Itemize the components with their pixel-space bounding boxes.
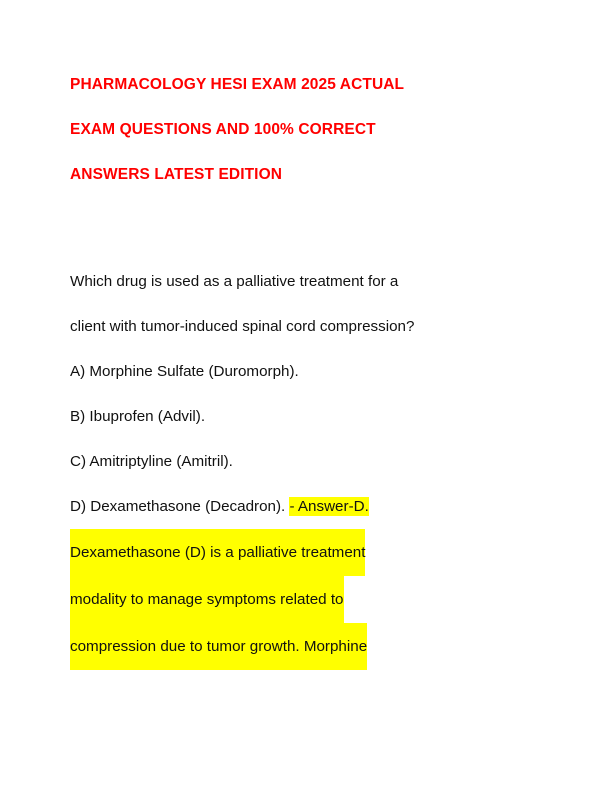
title-body-spacer bbox=[70, 197, 542, 259]
question-stem-line-2: client with tumor-induced spinal cord compression? bbox=[70, 318, 415, 335]
title-line-3: ANSWERS LATEST EDITION bbox=[70, 166, 283, 183]
rationale-text-2: modality to manage symptoms related to bbox=[70, 576, 344, 623]
option-a: A) Morphine Sulfate (Duromorph). bbox=[70, 363, 299, 380]
rationale-text-1: Dexamethasone (D) is a palliative treatment bbox=[70, 529, 365, 576]
rationale-line-2 bbox=[70, 576, 542, 623]
option-b: B) Ibuprofen (Advil). bbox=[70, 408, 206, 425]
rationale-line-3 bbox=[70, 623, 542, 670]
rationale-text-3: compression due to tumor growth. Morphine bbox=[70, 623, 367, 670]
title-line-2: EXAM QUESTIONS AND 100% CORRECT bbox=[70, 121, 376, 138]
option-d-row bbox=[70, 484, 542, 529]
option-c: C) Amitriptyline (Amitril). bbox=[70, 453, 233, 470]
rationale-line-1 bbox=[70, 529, 542, 576]
answer-tag: - Answer-D. bbox=[289, 498, 369, 515]
title-line-1: PHARMACOLOGY HESI EXAM 2025 ACTUAL bbox=[70, 76, 405, 93]
option-d: D) Dexamethasone (Decadron). bbox=[70, 498, 290, 515]
question-stem-line-1: Which drug is used as a palliative treatment for a bbox=[70, 273, 399, 290]
document-title bbox=[70, 62, 542, 197]
